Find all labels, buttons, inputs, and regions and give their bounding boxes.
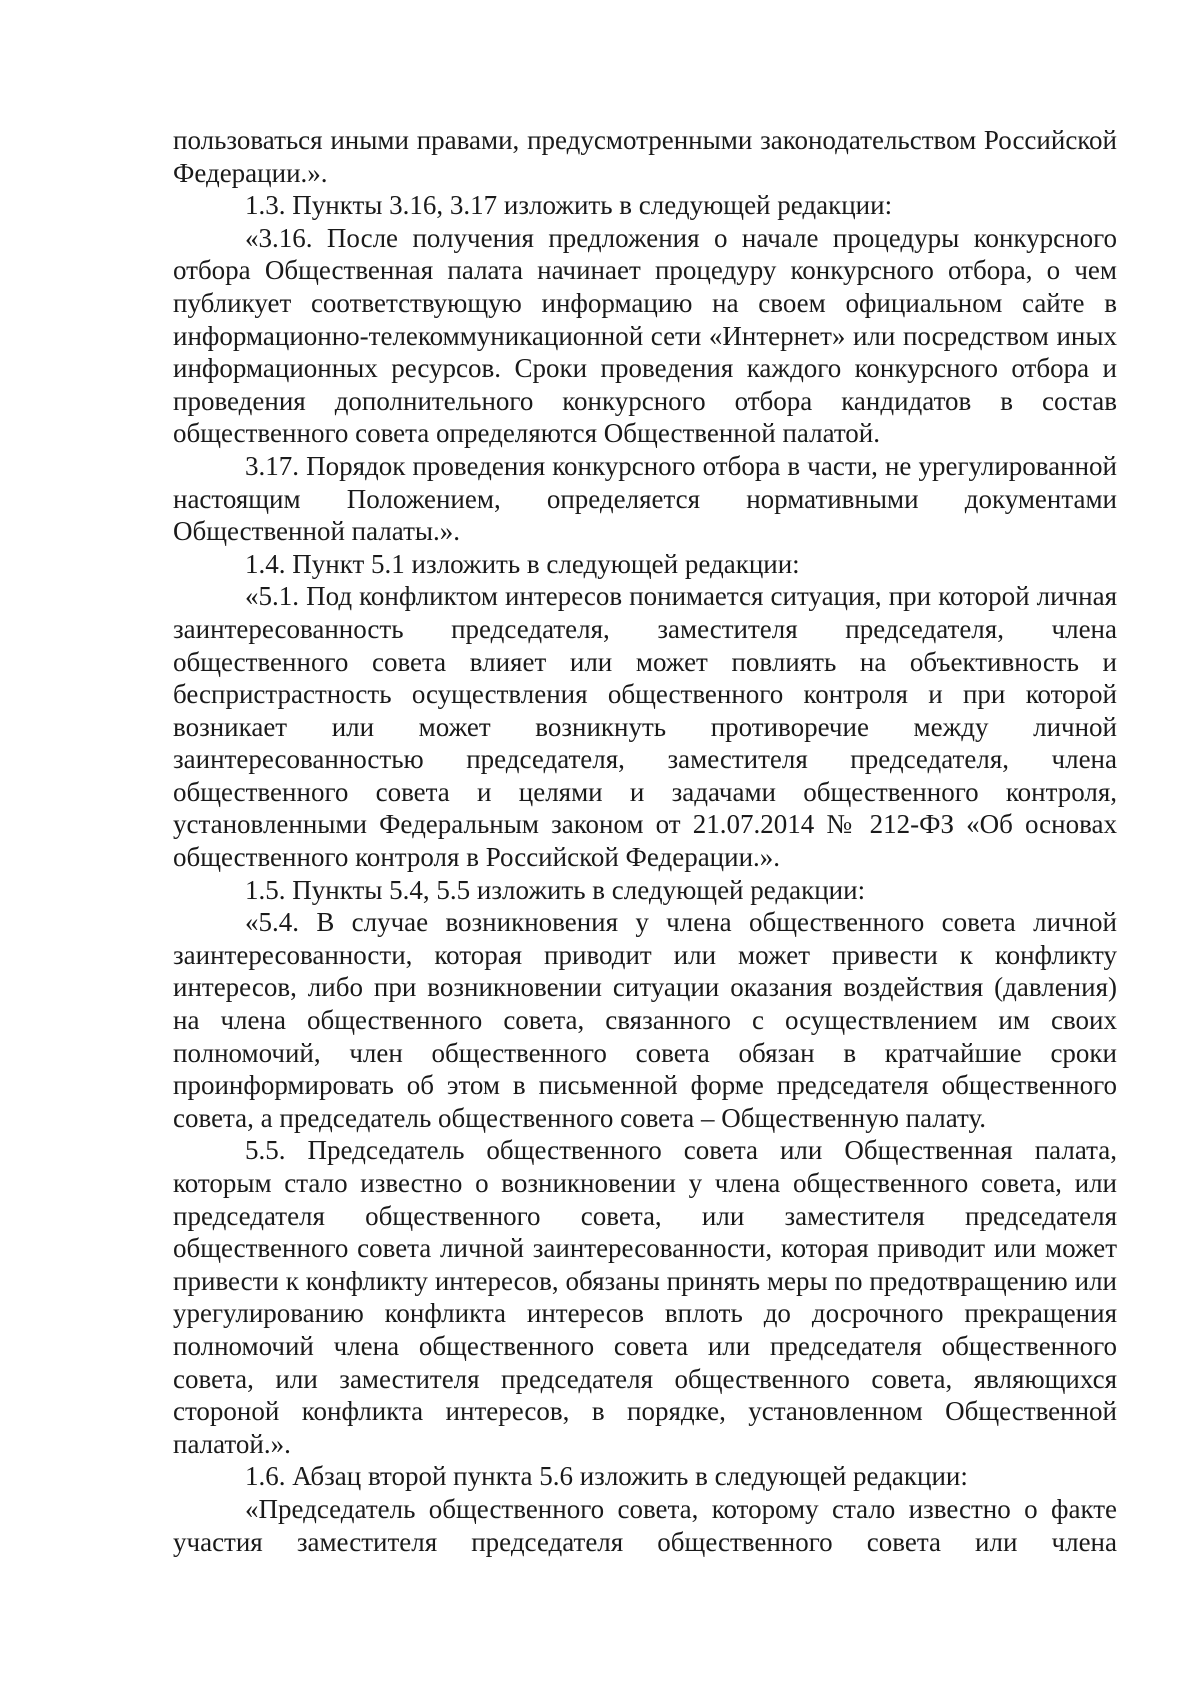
paragraph-clause-3-17: 3.17. Порядок проведения конкурсного отбора в части, не урегулированной настоящим Положением, определяется нормативными документами Общественной палаты.». [173,450,1117,547]
paragraph-clause-3-16: «3.16. После получения предложения о начале процедуры конкурсного отбора Общественная палата начинает процедуру конкурсного отбора, о чем публикует соответствующую информацию на своем официальном сайте в информационно-телекоммуникационной сети «Интернет» или посредством иных информационных ресурсов. Сроки проведения каждого конкурсного отбора и проведения дополнительного конкурсного отбора кандидатов в состав общественного совета определяются Общественной палатой. [173,222,1117,449]
paragraph-item-1-5: 1.5. Пункты 5.4, 5.5 изложить в следующей редакции: [245,874,866,905]
paragraph-continuation: пользоваться иными правами, предусмотренными законодательством Российской Федерации.». [173,125,1117,188]
paragraph-clause-5-1: «5.1. Под конфликтом интересов понимается ситуация, при которой личная заинтересованность председателя, заместителя председателя, члена общественного совета влияет или может повлиять на объективность и беспристрастность осуществления общественного контроля и при которой возникает или может возникнуть противоречие между личной заинтересованностью председателя, заместителя председателя, члена общественного совета и целями и задачами общественного контроля, установленными Федеральным законом от 21.07.2014 № 212-ФЗ «Об основах общественного контроля в Российской Федерации.». [173,581,1117,873]
paragraph-clause-5-6-start: «Председатель общественного совета, которому стало известно о факте участия заместителя председателя общественного совета или члена [173,1493,1117,1557]
paragraph-clause-5-4: «5.4. В случае возникновения у члена общественного совета личной заинтересованности, которая приводит или может привести к конфликту интересов, либо при возникновении ситуации оказания воздействия (давления) на члена общественного совета, связанного с осуществлением им своих полномочий, член общественного совета обязан в кратчайшие сроки проинформировать об этом в письменной форме председателя общественного совета, а председатель общественного совета – Общественную палату. [173,907,1117,1133]
paragraph-clause-5-5: 5.5. Председатель общественного совета или Общественная палата, которым стало известно о возникновении у члена общественного совета, или председателя общественного совета, или заместителя председателя общественного совета личной заинтересованности, которая приводит или может привести к конфликту интересов, обязаны принять меры по предотвращению или урегулированию конфликта интересов вплоть до досрочного прекращения полномочий члена общественного совета или председателя общественного совета, или заместителя председателя общественного совета, являющихся стороной конфликта интересов, в порядке, установленном Общественной палатой.». [173,1135,1117,1459]
paragraph-item-1-4: 1.4. Пункт 5.1 изложить в следующей редакции: [245,548,800,579]
document-body [173,124,1117,1558]
paragraph-item-1-6: 1.6. Абзац второй пункта 5.6 изложить в следующей редакции: [245,1461,968,1492]
paragraph-item-1-3: 1.3. Пункты 3.16, 3.17 изложить в следующей редакции: [245,190,893,221]
